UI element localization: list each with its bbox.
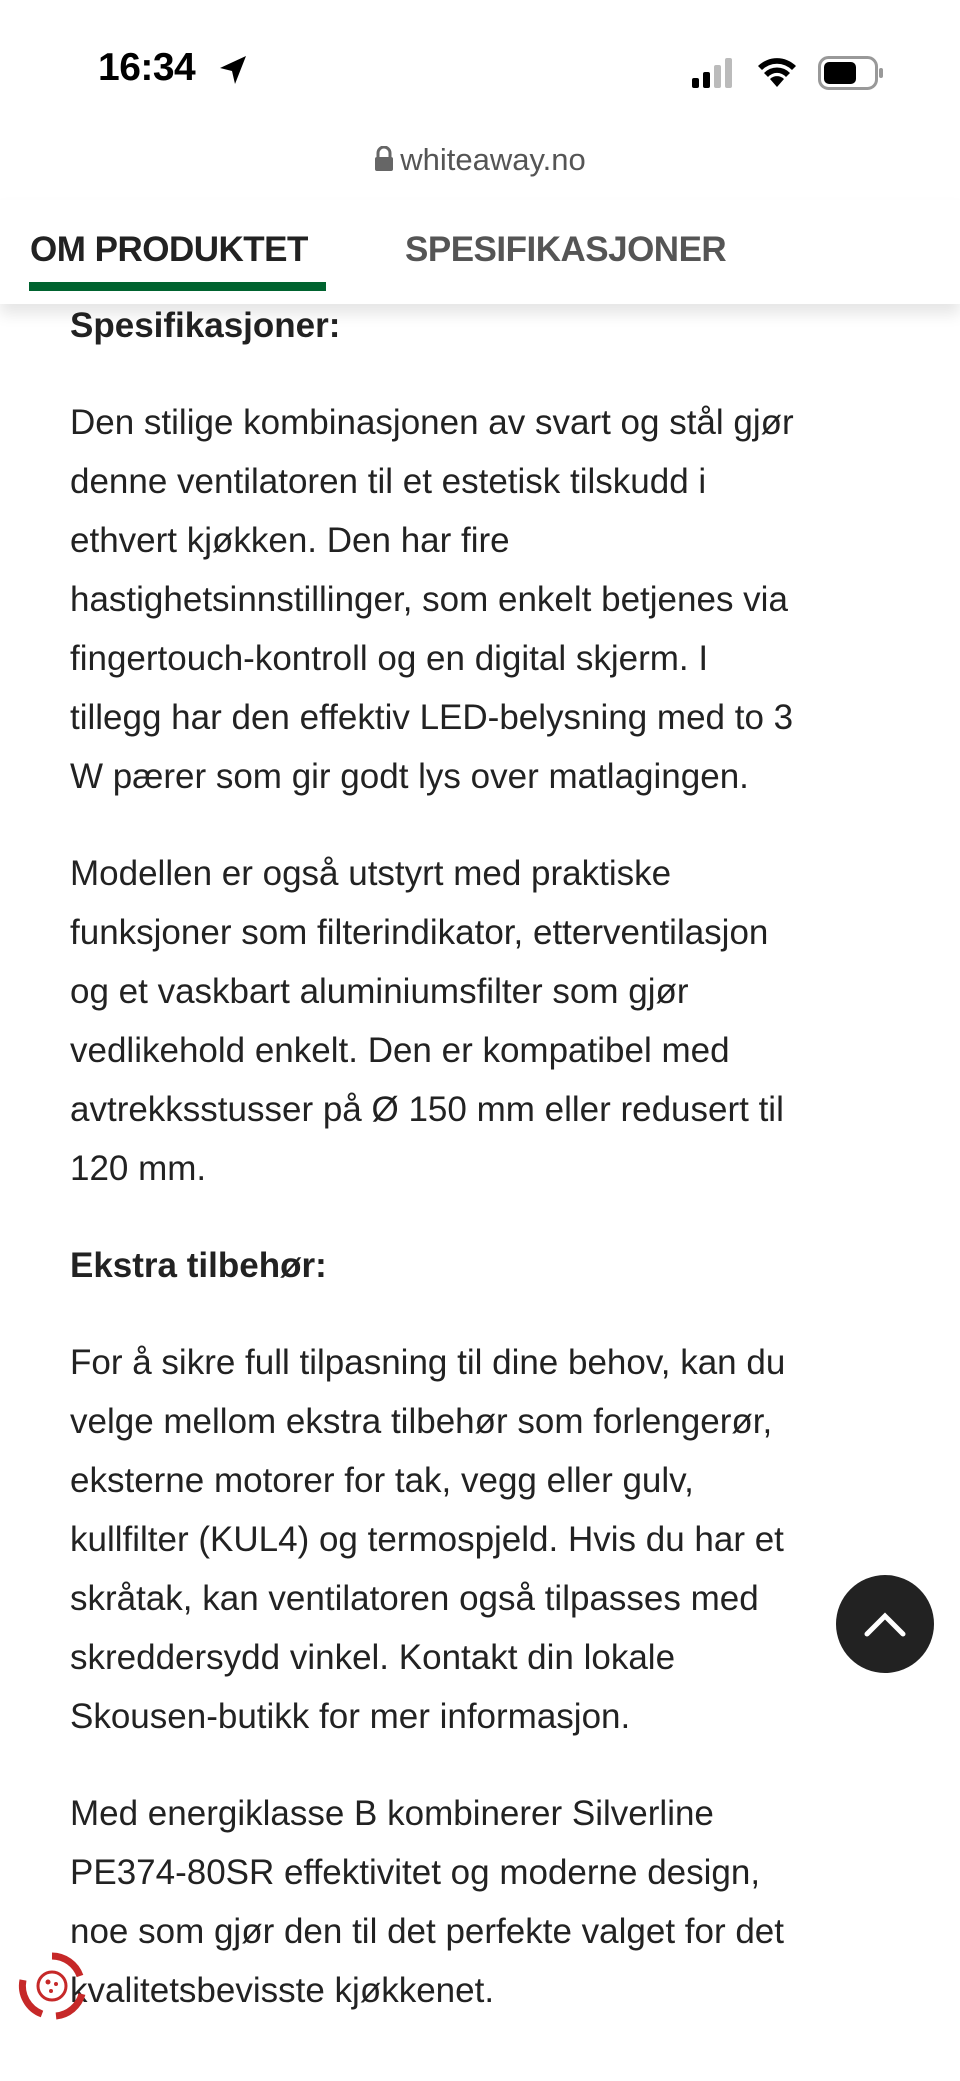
paragraph-2 (70, 844, 930, 1198)
text-line: denne ventilatoren til et estetisk tilskudd i (70, 462, 707, 501)
text-line: eksterne motorer for tak, vegg eller gulv, (70, 1461, 694, 1500)
text-line: kvalitetsbevisste kjøkkenet. (70, 1971, 495, 2010)
heading-spesifikasjoner: Spesifikasjoner: (70, 306, 341, 345)
tab-spesifikasjoner[interactable]: SPESIFIKASJONER (405, 230, 727, 269)
cookie-settings-button[interactable] (16, 1950, 88, 2027)
lock-icon (374, 146, 394, 172)
text-line: PE374-80SR effektivitet og moderne design, (70, 1853, 761, 1892)
wifi-icon (756, 54, 798, 88)
text-line: Den stilige kombinasjonen av svart og stål gjør (70, 403, 794, 442)
text-line: W pærer som gir godt lys over matlagingen. (70, 757, 749, 796)
paragraph-3 (70, 1333, 930, 1746)
heading-ekstra-tilbehor: Ekstra tilbehør: (70, 1246, 327, 1285)
tab-om-produktet[interactable]: OM PRODUKTET (30, 230, 308, 269)
text-line: For å sikre full tilpasning til dine behov, kan du (70, 1343, 786, 1382)
text-line: hastighetsinnstillinger, som enkelt betjenes via (70, 580, 788, 619)
text-line: skreddersydd vinkel. Kontakt din lokale (70, 1638, 676, 1677)
location-arrow-icon (218, 54, 248, 86)
cookie-consent-icon (16, 1950, 88, 2022)
active-tab-indicator (29, 282, 326, 291)
text-line: avtrekksstusser på Ø 150 mm eller redusert til (70, 1090, 784, 1129)
text-line: skråtak, kan ventilatoren også tilpasses med (70, 1579, 759, 1618)
text-line: 120 mm. (70, 1149, 207, 1188)
paragraph-1 (70, 393, 930, 806)
text-line: funksjoner som filterindikator, etterventilasjon (70, 913, 769, 952)
chevron-up-icon (863, 1610, 907, 1638)
text-line: fingertouch-kontroll og en digital skjerm. I (70, 639, 709, 678)
paragraph-4 (70, 1784, 930, 2020)
url-text: whiteaway.no (400, 142, 586, 177)
product-description (70, 296, 930, 2058)
text-line: Skousen-butikk for mer informasjon. (70, 1697, 631, 1736)
text-line: Modellen er også utstyrt med praktiske (70, 854, 672, 893)
text-line: Med energiklasse B kombinerer Silverline (70, 1794, 714, 1833)
signal-icon (692, 58, 740, 88)
text-line: kullfilter (KUL4) og termospjeld. Hvis du har et (70, 1520, 784, 1559)
address-bar[interactable] (0, 142, 960, 178)
text-line: og et vaskbart aluminiumsfilter som gjør (70, 972, 689, 1011)
status-bar (0, 0, 960, 120)
text-line: tillegg har den effektiv LED-belysning med to 3 (70, 698, 794, 737)
text-line: noe som gjør den til det perfekte valget for det (70, 1912, 784, 1951)
product-tabs (0, 200, 960, 304)
text-line: ethvert kjøkken. Den har fire (70, 521, 510, 560)
text-line: vedlikehold enkelt. Den er kompatibel med (70, 1031, 730, 1070)
text-line: velge mellom ekstra tilbehør som forlengerør, (70, 1402, 773, 1441)
scroll-to-top-button[interactable] (836, 1575, 934, 1673)
battery-icon (818, 56, 884, 90)
status-time: 16:34 (98, 46, 196, 89)
